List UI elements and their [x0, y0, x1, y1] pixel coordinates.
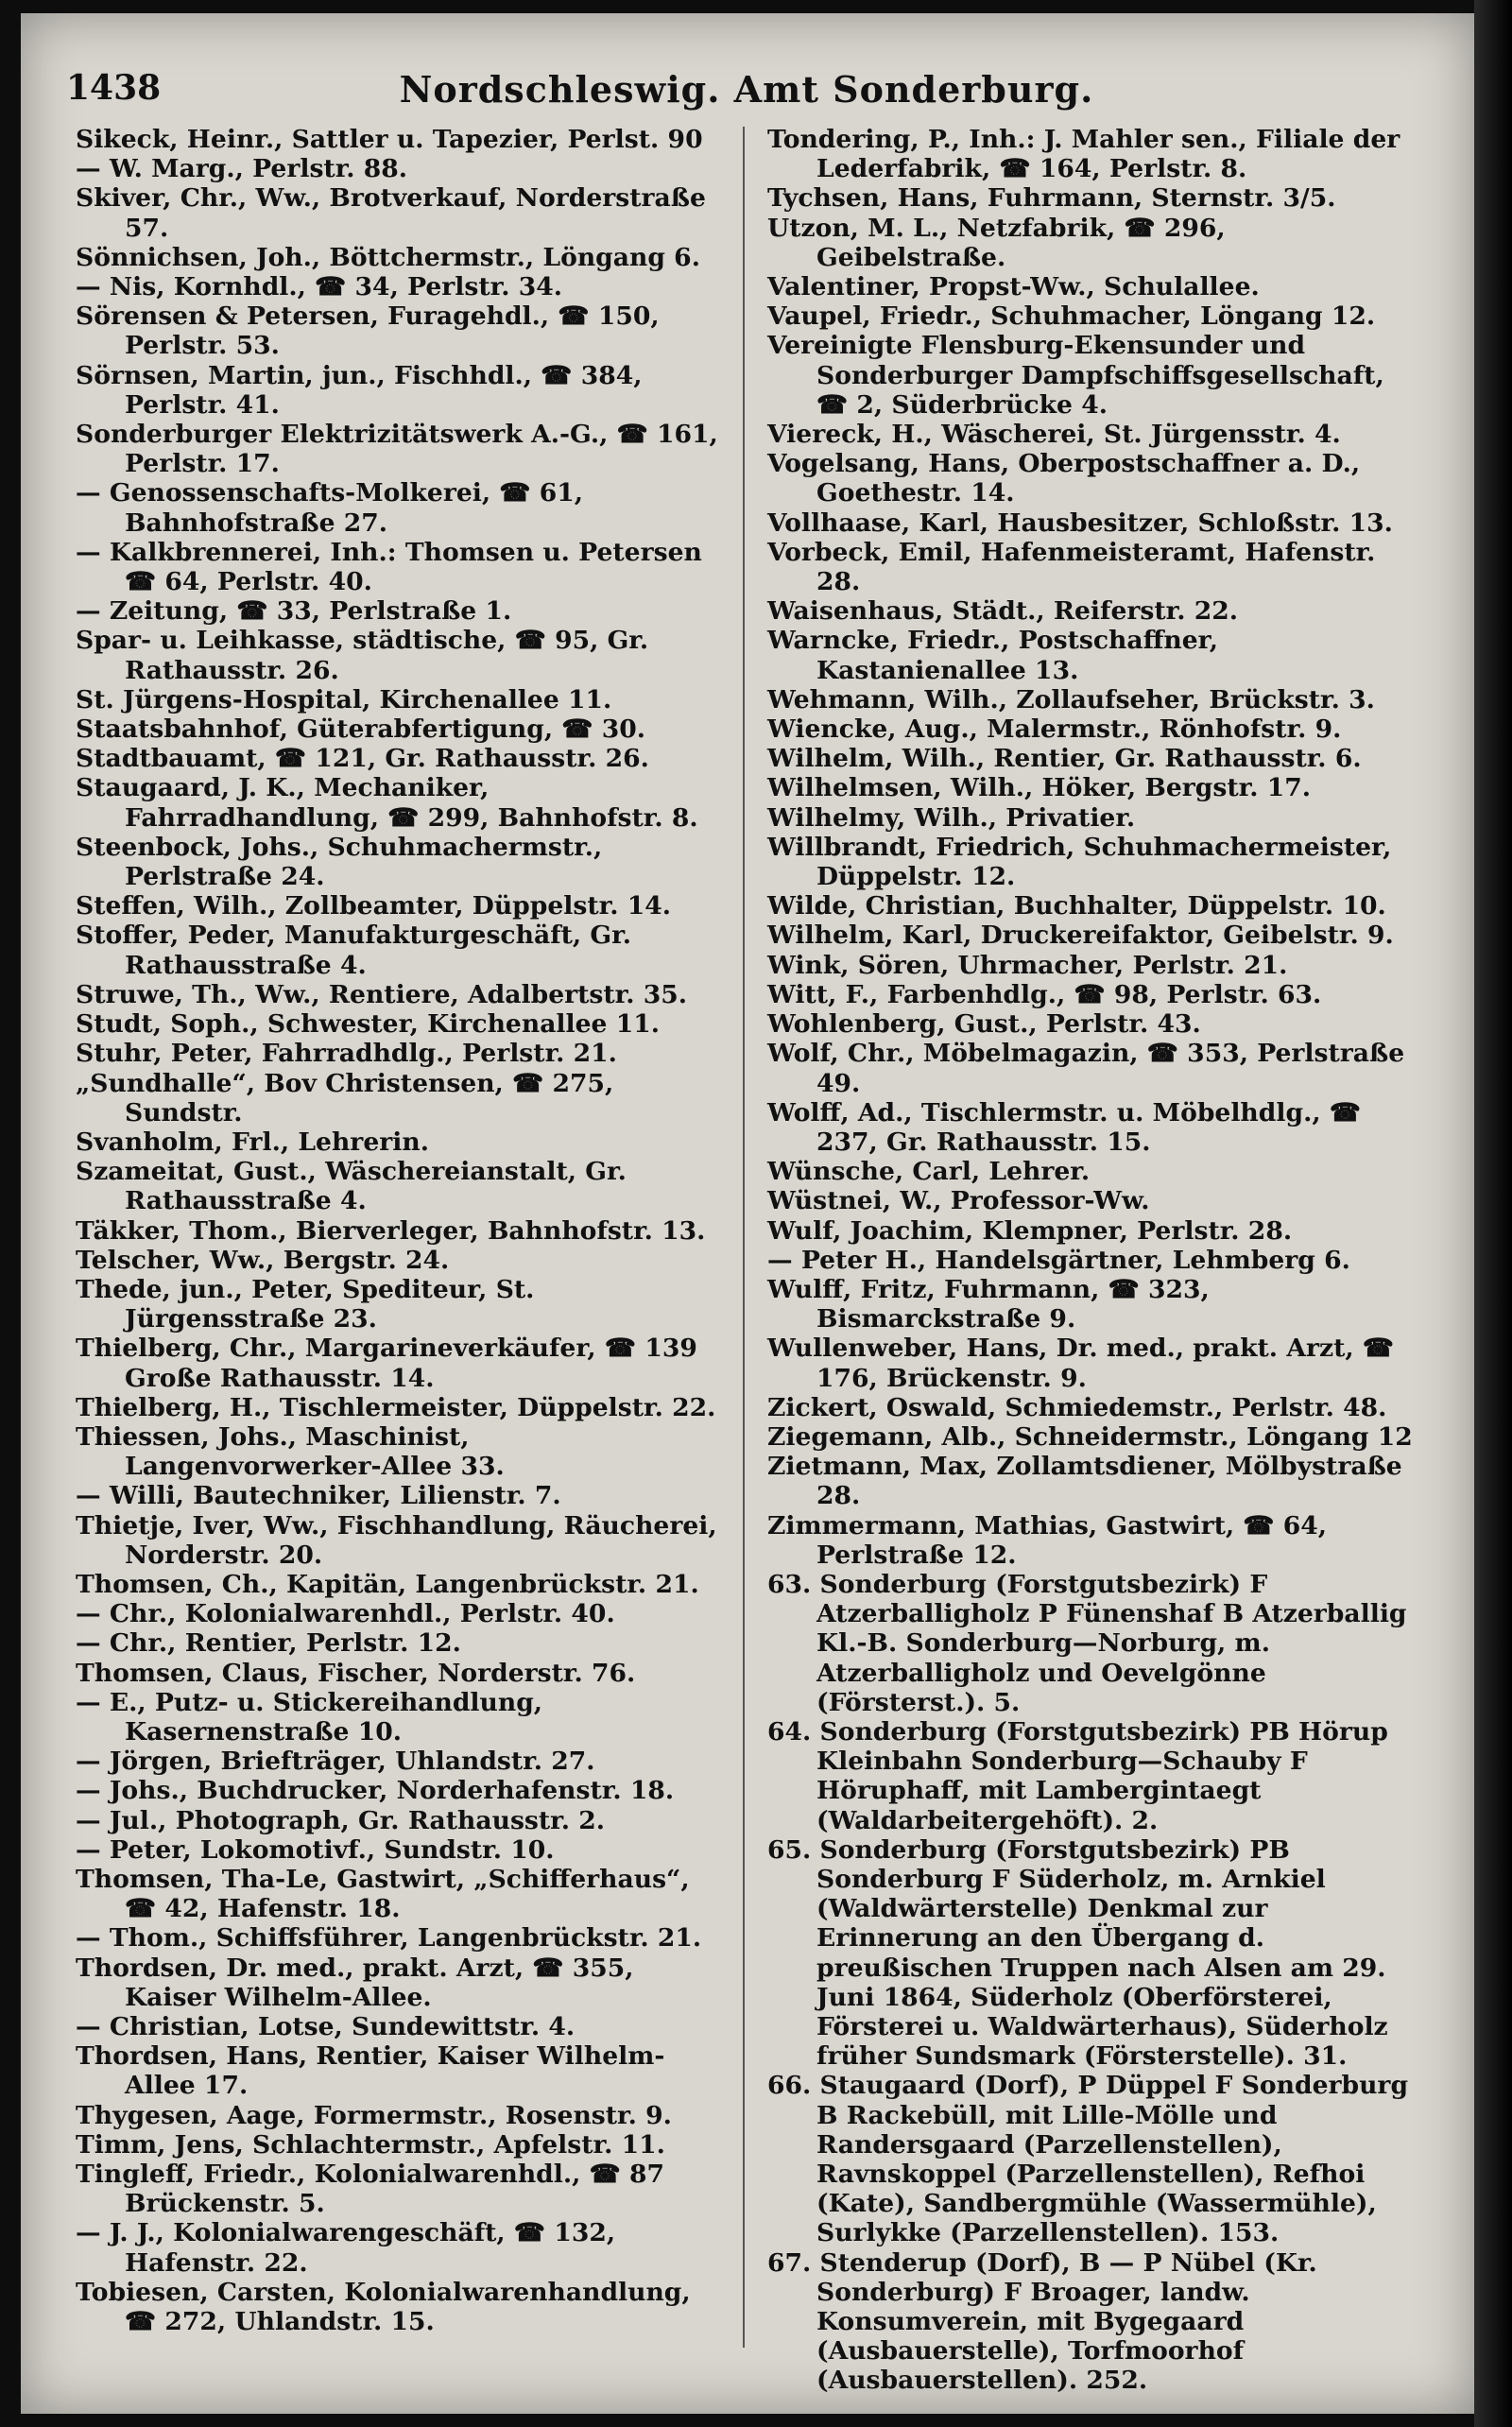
directory-entry: Wilhelm, Wilh., Rentier, Gr. Rathausstr. 6.	[767, 744, 1362, 774]
directory-entry: Tychsen, Hans, Fuhrmann, Sternstr. 3/5.	[767, 183, 1336, 214]
directory-entry: Thielberg, Chr., Margarineverkäufer, ☎ 139 Große Rathausstr. 14.	[76, 1334, 697, 1393]
directory-entry: Zimmermann, Mathias, Gastwirt, ☎ 64, Perlstraße 12.	[767, 1510, 1328, 1570]
directory-entry: Wullenweber, Hans, Dr. med., prakt. Arzt, ☎ 176, Brückenstr. 9.	[767, 1334, 1394, 1393]
directory-entry: Zickert, Oswald, Schmiedemstr., Perlstr. 48.	[767, 1392, 1387, 1422]
directory-entry: — Chr., Kolonialwarenhdl., Perlstr. 40.	[76, 1599, 615, 1629]
directory-entry: Skiver, Chr., Ww., Brotverkauf, Norderstraße 57.	[76, 183, 706, 243]
directory-entry: — Zeitung, ☎ 33, Perlstraße 1.	[76, 596, 512, 627]
directory-entry: Spar- u. Leihkasse, städtische, ☎ 95, Gr. Rathausstr. 26.	[76, 626, 649, 685]
directory-entry: 67. Stenderup (Dorf), B — P Nübel (Kr. Sonderburg) F Broager, landw. Konsumverein, mit Bygegaard (Ausbauerstelle), Torfmoorhof (Ausbauerstellen). 252.	[767, 2247, 1317, 2396]
page-header	[66, 59, 1427, 115]
directory-entry: Steffen, Wilh., Zollbeamter, Düppelstr. 14.	[76, 891, 671, 921]
directory-entry: — Kalkbrennerei, Inh.: Thomsen u. Petersen ☎ 64, Perlstr. 40.	[76, 537, 702, 597]
directory-entry: Thordsen, Hans, Rentier, Kaiser Wilhelm-Allee 17.	[76, 2041, 665, 2101]
directory-entry: Wink, Sören, Uhrmacher, Perlstr. 21.	[767, 950, 1288, 980]
directory-entry: Svanholm, Frl., Lehrerin.	[76, 1127, 429, 1157]
directory-entry: Warncke, Friedr., Postschaffner, Kastanienallee 13.	[767, 626, 1218, 685]
directory-entry: — Jul., Photograph, Gr. Rathausstr. 2.	[76, 1805, 606, 1835]
directory-entry: Thomsen, Claus, Fischer, Norderstr. 76.	[76, 1658, 636, 1688]
directory-entry: — Peter, Lokomotivf., Sundstr. 10.	[76, 1834, 555, 1865]
page-number: 1438	[66, 68, 162, 108]
directory-entry: Vaupel, Friedr., Schuhmacher, Löngang 12.	[767, 301, 1376, 332]
directory-entry: — Christian, Lotse, Sundewittstr. 4.	[76, 2012, 576, 2041]
directory-entry: Vollhaase, Karl, Hausbesitzer, Schloßstr. 13.	[767, 508, 1393, 538]
directory-entry: Steenbock, Johs., Schuhmachermstr., Perlstraße 24.	[76, 832, 603, 892]
directory-entry: Tobiesen, Carsten, Kolonialwarenhandlung, ☎ 272, Uhlandstr. 15.	[76, 2277, 691, 2337]
directory-entry: Wiencke, Aug., Malermstr., Rönhofstr. 9.	[767, 714, 1342, 745]
directory-entry: — Thom., Schiffsführer, Langenbrückstr. 21.	[76, 1923, 702, 1954]
directory-entry: Thomsen, Ch., Kapitän, Langenbrückstr. 21.	[76, 1569, 699, 1599]
directory-entry: — Peter H., Handelsgärtner, Lehmberg 6.	[767, 1245, 1350, 1275]
directory-entry: Vogelsang, Hans, Oberpostschaffner a. D., Goethestr. 14.	[767, 449, 1361, 508]
directory-entry: Stadtbauamt, ☎ 121, Gr. Rathausstr. 26.	[76, 744, 649, 774]
directory-entry: Wünsche, Carl, Lehrer.	[767, 1157, 1091, 1187]
directory-entry: — J. J., Kolonialwarengeschäft, ☎ 132, Hafenstr. 22.	[76, 2218, 616, 2278]
directory-entry: — Nis, Kornhdl., ☎ 34, Perlstr. 34.	[76, 272, 563, 302]
directory-entry: Wüstnei, W., Professor-Ww.	[767, 1186, 1150, 1216]
directory-entry: Sönnichsen, Joh., Böttchermstr., Löngang 6.	[76, 242, 700, 272]
directory-entry: Stoffer, Peder, Manufakturgeschäft, Gr. Rathausstraße 4.	[76, 921, 631, 980]
directory-entry: — Chr., Rentier, Perlstr. 12.	[76, 1628, 461, 1659]
directory-entry: — Willi, Bautechniker, Lilienstr. 7.	[76, 1481, 561, 1511]
directory-entry: 64. Sonderburg (Forstgutsbezirk) PB Hörup Kleinbahn Sonderburg—Schauby F Höruphaff, mit Lambergintaegt (Waldarbeitergehöft). 2.	[767, 1716, 1388, 1835]
directory-entry: Ziegemann, Alb., Schneidermstr., Löngang 12	[767, 1421, 1413, 1452]
directory-entry: Studt, Soph., Schwester, Kirchenallee 11.	[76, 1009, 660, 1040]
running-title: Nordschleswig. Amt Sonderburg.	[399, 68, 1094, 111]
directory-entry: Witt, F., Farbenhdlg., ☎ 98, Perlstr. 63.	[767, 979, 1322, 1009]
directory-entry: Thietje, Iver, Ww., Fischhandlung, Räucherei, Norderstr. 20.	[76, 1510, 717, 1570]
directory-entry: — W. Marg., Perlstr. 88.	[76, 154, 408, 184]
directory-entry: 65. Sonderburg (Forstgutsbezirk) PB Sonderburg F Süderholz, m. Arnkiel (Waldwärterstelle) Denkmal zur Erinnerung an den Übergang d. preußischen Truppen nach Alsen am 29. Juni 1864, Süderholz (Oberförsterei, Försterei u. Waldwärterhaus), Süderholz früher Sundsmark (Försterstelle). 31.	[767, 1834, 1388, 2072]
book-spine-edge	[1474, 0, 1512, 2427]
directory-entry: — E., Putz- u. Stickereihandlung, Kasernenstraße 10.	[76, 1687, 543, 1747]
directory-entry: Utzon, M. L., Netzfabrik, ☎ 296, Geibelstraße.	[767, 213, 1226, 272]
directory-entry: „Sundhalle“, Bov Christensen, ☎ 275, Sundstr.	[76, 1068, 614, 1127]
directory-entry: Viereck, H., Wäscherei, St. Jürgensstr. 4.	[767, 420, 1341, 450]
directory-entry: Wilhelm, Karl, Druckereifaktor, Geibelstr. 9.	[767, 921, 1394, 951]
directory-entry: — Johs., Buchdrucker, Norderhafenstr. 18.	[76, 1776, 675, 1806]
directory-entry: Tingleff, Friedr., Kolonialwarenhdl., ☎ 87 Brückenstr. 5.	[76, 2160, 665, 2219]
directory-entry: 63. Sonderburg (Forstgutsbezirk) F Atzerballigholz P Fünenshaf B Atzerballig Kl.-B. Sonderburg—Norburg, m. Atzerballigholz und Oevelgönne (Försterst.). 5.	[767, 1569, 1407, 1717]
right-column	[767, 125, 1419, 2396]
directory-entry: Valentiner, Propst-Ww., Schulallee.	[767, 272, 1260, 302]
directory-entry: Wilde, Christian, Buchhalter, Düppelstr. 10.	[767, 891, 1386, 921]
directory-entry: — Genossenschafts-Molkerei, ☎ 61, Bahnhofstraße 27.	[76, 478, 584, 538]
directory-entry: Telscher, Ww., Bergstr. 24.	[76, 1245, 450, 1275]
directory-entry: Stuhr, Peter, Fahrradhdlg., Perlstr. 21.	[76, 1039, 617, 1069]
directory-entry: Wulff, Fritz, Fuhrmann, ☎ 323, Bismarckstraße 9.	[767, 1274, 1210, 1334]
directory-page	[21, 13, 1474, 2414]
directory-entry: Thordsen, Dr. med., prakt. Arzt, ☎ 355, Kaiser Wilhelm-Allee.	[76, 1953, 634, 2012]
directory-entry: Sonderburger Elektrizitätswerk A.-G., ☎ 161, Perlstr. 17.	[76, 420, 718, 479]
directory-entry: Wohlenberg, Gust., Perlstr. 43.	[767, 1009, 1201, 1040]
directory-entry: Staatsbahnhof, Güterabfertigung, ☎ 30.	[76, 714, 646, 745]
directory-entry: Wolff, Ad., Tischlermstr. u. Möbelhdlg., ☎ 237, Gr. Rathausstr. 15.	[767, 1097, 1361, 1157]
directory-entry: Thielberg, H., Tischlermeister, Düppelstr. 22.	[76, 1392, 716, 1422]
directory-entry: Struwe, Th., Ww., Rentiere, Adalbertstr. 35.	[76, 979, 688, 1009]
directory-entry: Vorbeck, Emil, Hafenmeisteramt, Hafenstr. 28.	[767, 537, 1376, 597]
directory-entry: Willbrandt, Friedrich, Schuhmachermeister, Düppelstr. 12.	[767, 832, 1392, 892]
directory-entry: Thede, jun., Peter, Spediteur, St. Jürgensstraße 23.	[76, 1274, 535, 1334]
directory-entry: Zietmann, Max, Zollamtsdiener, Mölbystraße 28.	[767, 1452, 1402, 1511]
directory-entry: Szameitat, Gust., Wäschereianstalt, Gr. Rathausstraße 4.	[76, 1157, 627, 1216]
directory-entry: Timm, Jens, Schlachtermstr., Apfelstr. 11.	[76, 2129, 665, 2160]
directory-entry: — Jörgen, Briefträger, Uhlandstr. 27.	[76, 1747, 595, 1777]
directory-entry: Sörensen & Petersen, Furagehdl., ☎ 150, Perlstr. 53.	[76, 301, 660, 361]
directory-entry: Sikeck, Heinr., Sattler u. Tapezier, Perlst. 90	[76, 125, 703, 154]
directory-entry: Staugaard, J. K., Mechaniker, Fahrradhandlung, ☎ 299, Bahnhofstr. 8.	[76, 773, 698, 833]
directory-entry: 66. Staugaard (Dorf), P Düppel F Sonderburg B Rackebüll, mit Lille-Mölle und Randersgaard (Parzellenstellen), Ravnskoppel (Parzellenstellen), Refhoi (Kate), Sandbergmühle (Wassermühle), Surlykke (Parzellenstellen). 153.	[767, 2071, 1409, 2248]
directory-entry: Wilhelmy, Wilh., Privatier.	[767, 802, 1136, 833]
directory-entry: Wulf, Joachim, Klempner, Perlstr. 28.	[767, 1215, 1293, 1246]
directory-entry: Wilhelmsen, Wilh., Höker, Bergstr. 17.	[767, 773, 1311, 803]
directory-entry: Vereinigte Flensburg-Ekensunder und Sonderburger Dampfschiffsgesellschaft, ☎ 2, Süderbrücke 4.	[767, 331, 1384, 420]
directory-entry: Wehmann, Wilh., Zollaufseher, Brückstr. 3.	[767, 684, 1375, 714]
directory-entry: Thiessen, Johs., Maschinist, Langenvorwerker-Allee 33.	[76, 1421, 505, 1482]
directory-entry: Täkker, Thom., Bierverleger, Bahnhofstr. 13.	[76, 1215, 706, 1246]
directory-entry: Thomsen, Tha-Le, Gastwirt, „Schifferhaus“, ☎ 42, Hafenstr. 18.	[76, 1864, 690, 1924]
directory-entry: St. Jürgens-Hospital, Kirchenallee 11.	[76, 684, 612, 714]
directory-entry: Tondering, P., Inh.: J. Mahler sen., Filiale der Lederfabrik, ☎ 164, Perlstr. 8.	[767, 125, 1400, 184]
column-divider	[743, 127, 745, 2348]
directory-entry: Sörnsen, Martin, jun., Fischhdl., ☎ 384, Perlstr. 41.	[76, 360, 643, 420]
directory-entry: Wolf, Chr., Möbelmagazin, ☎ 353, Perlstraße 49.	[767, 1039, 1405, 1098]
directory-entry: Waisenhaus, Städt., Reiferstr. 22.	[767, 596, 1238, 627]
left-column	[76, 125, 728, 2355]
directory-entry: Thygesen, Aage, Formermstr., Rosenstr. 9.	[76, 2100, 672, 2130]
